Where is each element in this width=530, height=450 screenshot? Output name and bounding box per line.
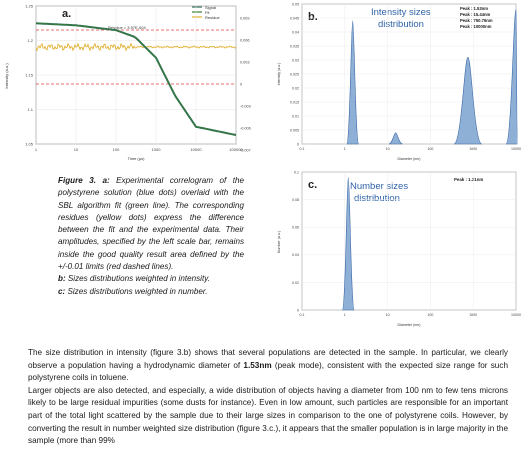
paragraph-1-end: (peak mode), consistent with the expected size range for such polystyrene coils in toluene.: [28, 360, 508, 383]
y-axis-label: Intensity (a.u.): [4, 63, 9, 89]
figure-c-number-distribution: [272, 168, 526, 330]
y-tick-label: 0.035: [290, 44, 299, 49]
residue-tick-label: -0.003: [240, 104, 251, 109]
x-tick-label: 10: [385, 147, 390, 151]
y-tick-label: 0.08: [292, 198, 299, 202]
y-tick-label: 0.045: [290, 16, 299, 21]
x-tick-label: 10: [73, 147, 79, 152]
peak-label-2: Peak : 15.44nm: [460, 12, 491, 17]
panel-label-c: c.: [308, 179, 318, 191]
legend-residue: Residue: [205, 15, 220, 20]
y-tick-label: 0: [297, 142, 299, 147]
residue-tick-label: -0.006: [240, 126, 251, 131]
legend-signal: Signal: [205, 5, 217, 10]
caption-c-text: Sizes distributions weighted in number.: [65, 286, 208, 296]
x-tick-label: 1: [34, 147, 38, 152]
caption-b-text: Sizes distributions weighted in intensity.: [65, 274, 210, 284]
residue-tick-label: 0.009: [240, 16, 250, 21]
y-tick-label: 0.015: [290, 100, 299, 105]
y-tick-label: 0.05: [292, 2, 299, 7]
y-tick-label: 0.04: [292, 253, 299, 258]
y-tick-label: 0.1: [294, 170, 299, 175]
residue-tick-label: 0: [240, 82, 243, 87]
panel-label-b: b.: [308, 11, 318, 23]
chart-title-line1: Intensity sizes: [371, 7, 431, 18]
x-tick-label: 10000: [190, 147, 202, 152]
correlogram-chart: [0, 0, 260, 162]
panel-label-a: a.: [62, 8, 72, 20]
x-tick-label: 10000: [511, 313, 521, 317]
y-tick-label: 1.1: [27, 107, 33, 112]
legend-fit: Fit: [205, 10, 210, 15]
chart-title-line2: distribution: [378, 19, 424, 30]
y-axis-label: Intensity (a.u.): [277, 62, 281, 86]
paragraph-2: Larger objects are also detected, and especially, a wide distribution of objects having a diameter from 100 nm to few tens microns likely to be large residual impurities (some dusts for instance). Even in low amount, such particles are responsible for an important part of the total light scattered by the sample due to their large sizes in comparison to the one of polystyrene coils. However, by converting the result in number weighted size distribution (figure 3.c.), it appears that the smaller population is in large majority in the sample (more than 99%: [28, 385, 508, 446]
caption-b-lead: b:: [58, 274, 66, 284]
x-tick-label: 1000: [469, 313, 478, 317]
caption-lead: Figure 3. a:: [58, 176, 110, 185]
y-tick-label: 0.02: [292, 86, 299, 91]
peak-label-1: Peak : 1.21nm: [454, 177, 484, 182]
x-tick-label: 100: [112, 147, 120, 152]
y-tick-label: 0.02: [292, 280, 299, 285]
y-tick-label: 0.005: [290, 128, 299, 133]
figure-b-intensity-distribution: [272, 0, 526, 164]
figure-caption: [58, 175, 244, 298]
x-tick-label: 100: [427, 313, 434, 317]
chart-title-line1: Number sizes: [350, 181, 409, 192]
y-tick-label: 0.025: [290, 72, 299, 77]
y-tick-label: 1.25: [25, 3, 33, 9]
residue-tick-label: -0.007: [240, 148, 251, 153]
peak-label-3: Peak : 750.76nm: [460, 18, 493, 23]
chart-title-line2: distribution: [354, 193, 400, 204]
paragraph-1: [28, 347, 508, 385]
y-tick-label: 1.2: [27, 38, 33, 43]
y-tick-label: 0.06: [292, 225, 299, 230]
y-tick-label: 1.15: [25, 72, 33, 78]
paragraph-1-start: The size distribution in intensity (figure 3.b) shows that several populations are detected in the sample. In particular, we clearly observe a population having a hydrodynamic diameter of: [28, 348, 508, 370]
body-text: [28, 347, 508, 448]
residue-tick-label: 0.006: [240, 38, 250, 43]
x-tick-label: 0.1: [299, 147, 305, 151]
x-axis-label: Diameter (nm): [397, 323, 421, 327]
x-tick-label: 100: [427, 147, 434, 151]
y-tick-label: 0.01: [292, 114, 299, 119]
x-tick-label: 1: [343, 147, 346, 151]
plot-frame: [302, 172, 516, 310]
x-tick-label: 1: [343, 313, 346, 317]
x-axis-label: Diameter (nm): [397, 157, 421, 161]
y-axis-label: Number (a.u.): [277, 230, 281, 254]
y-tick-label: 0.04: [292, 30, 299, 35]
caption-text: Experimental correlogram of the polystyrene solution (blue dots) overlaid with the SBL algorithm fit (green line). The corresponding residues (yellow dots) express the difference between the fit and the experimental data. Their amplitudes, specified by the left scale bar, remains inside the good quality result area defined by the +/-0.01 limits (red dashed lines).: [58, 176, 244, 272]
intensity-distribution-chart: [272, 0, 526, 164]
y-tick-label: 1.05: [25, 141, 33, 147]
x-tick-label: 100000: [229, 147, 243, 152]
y-tick-label: 0.03: [292, 58, 299, 63]
figure-a-correlogram: [0, 0, 260, 162]
x-tick-label: 10: [385, 313, 390, 317]
number-distribution-chart: [272, 168, 526, 330]
highlight-diameter: 1.53nm: [243, 360, 272, 370]
residue-tick-label: 0.003: [240, 60, 250, 65]
y-tick-label: 0: [297, 308, 299, 313]
x-tick-label: 1000: [469, 147, 478, 151]
x-tick-label: 1000: [151, 147, 161, 152]
x-axis-label: Time (µs): [127, 156, 145, 161]
x-tick-label: 0.1: [299, 313, 305, 317]
peak-label-1: Peak : 1.53nm: [460, 6, 488, 11]
caption-c-lead: c:: [58, 286, 66, 296]
residue-annotation: Residue = 3.97E-004: [108, 25, 146, 30]
x-tick-label: 10000: [511, 147, 521, 151]
peak-label-4: Peak : 10000nm: [460, 24, 492, 29]
